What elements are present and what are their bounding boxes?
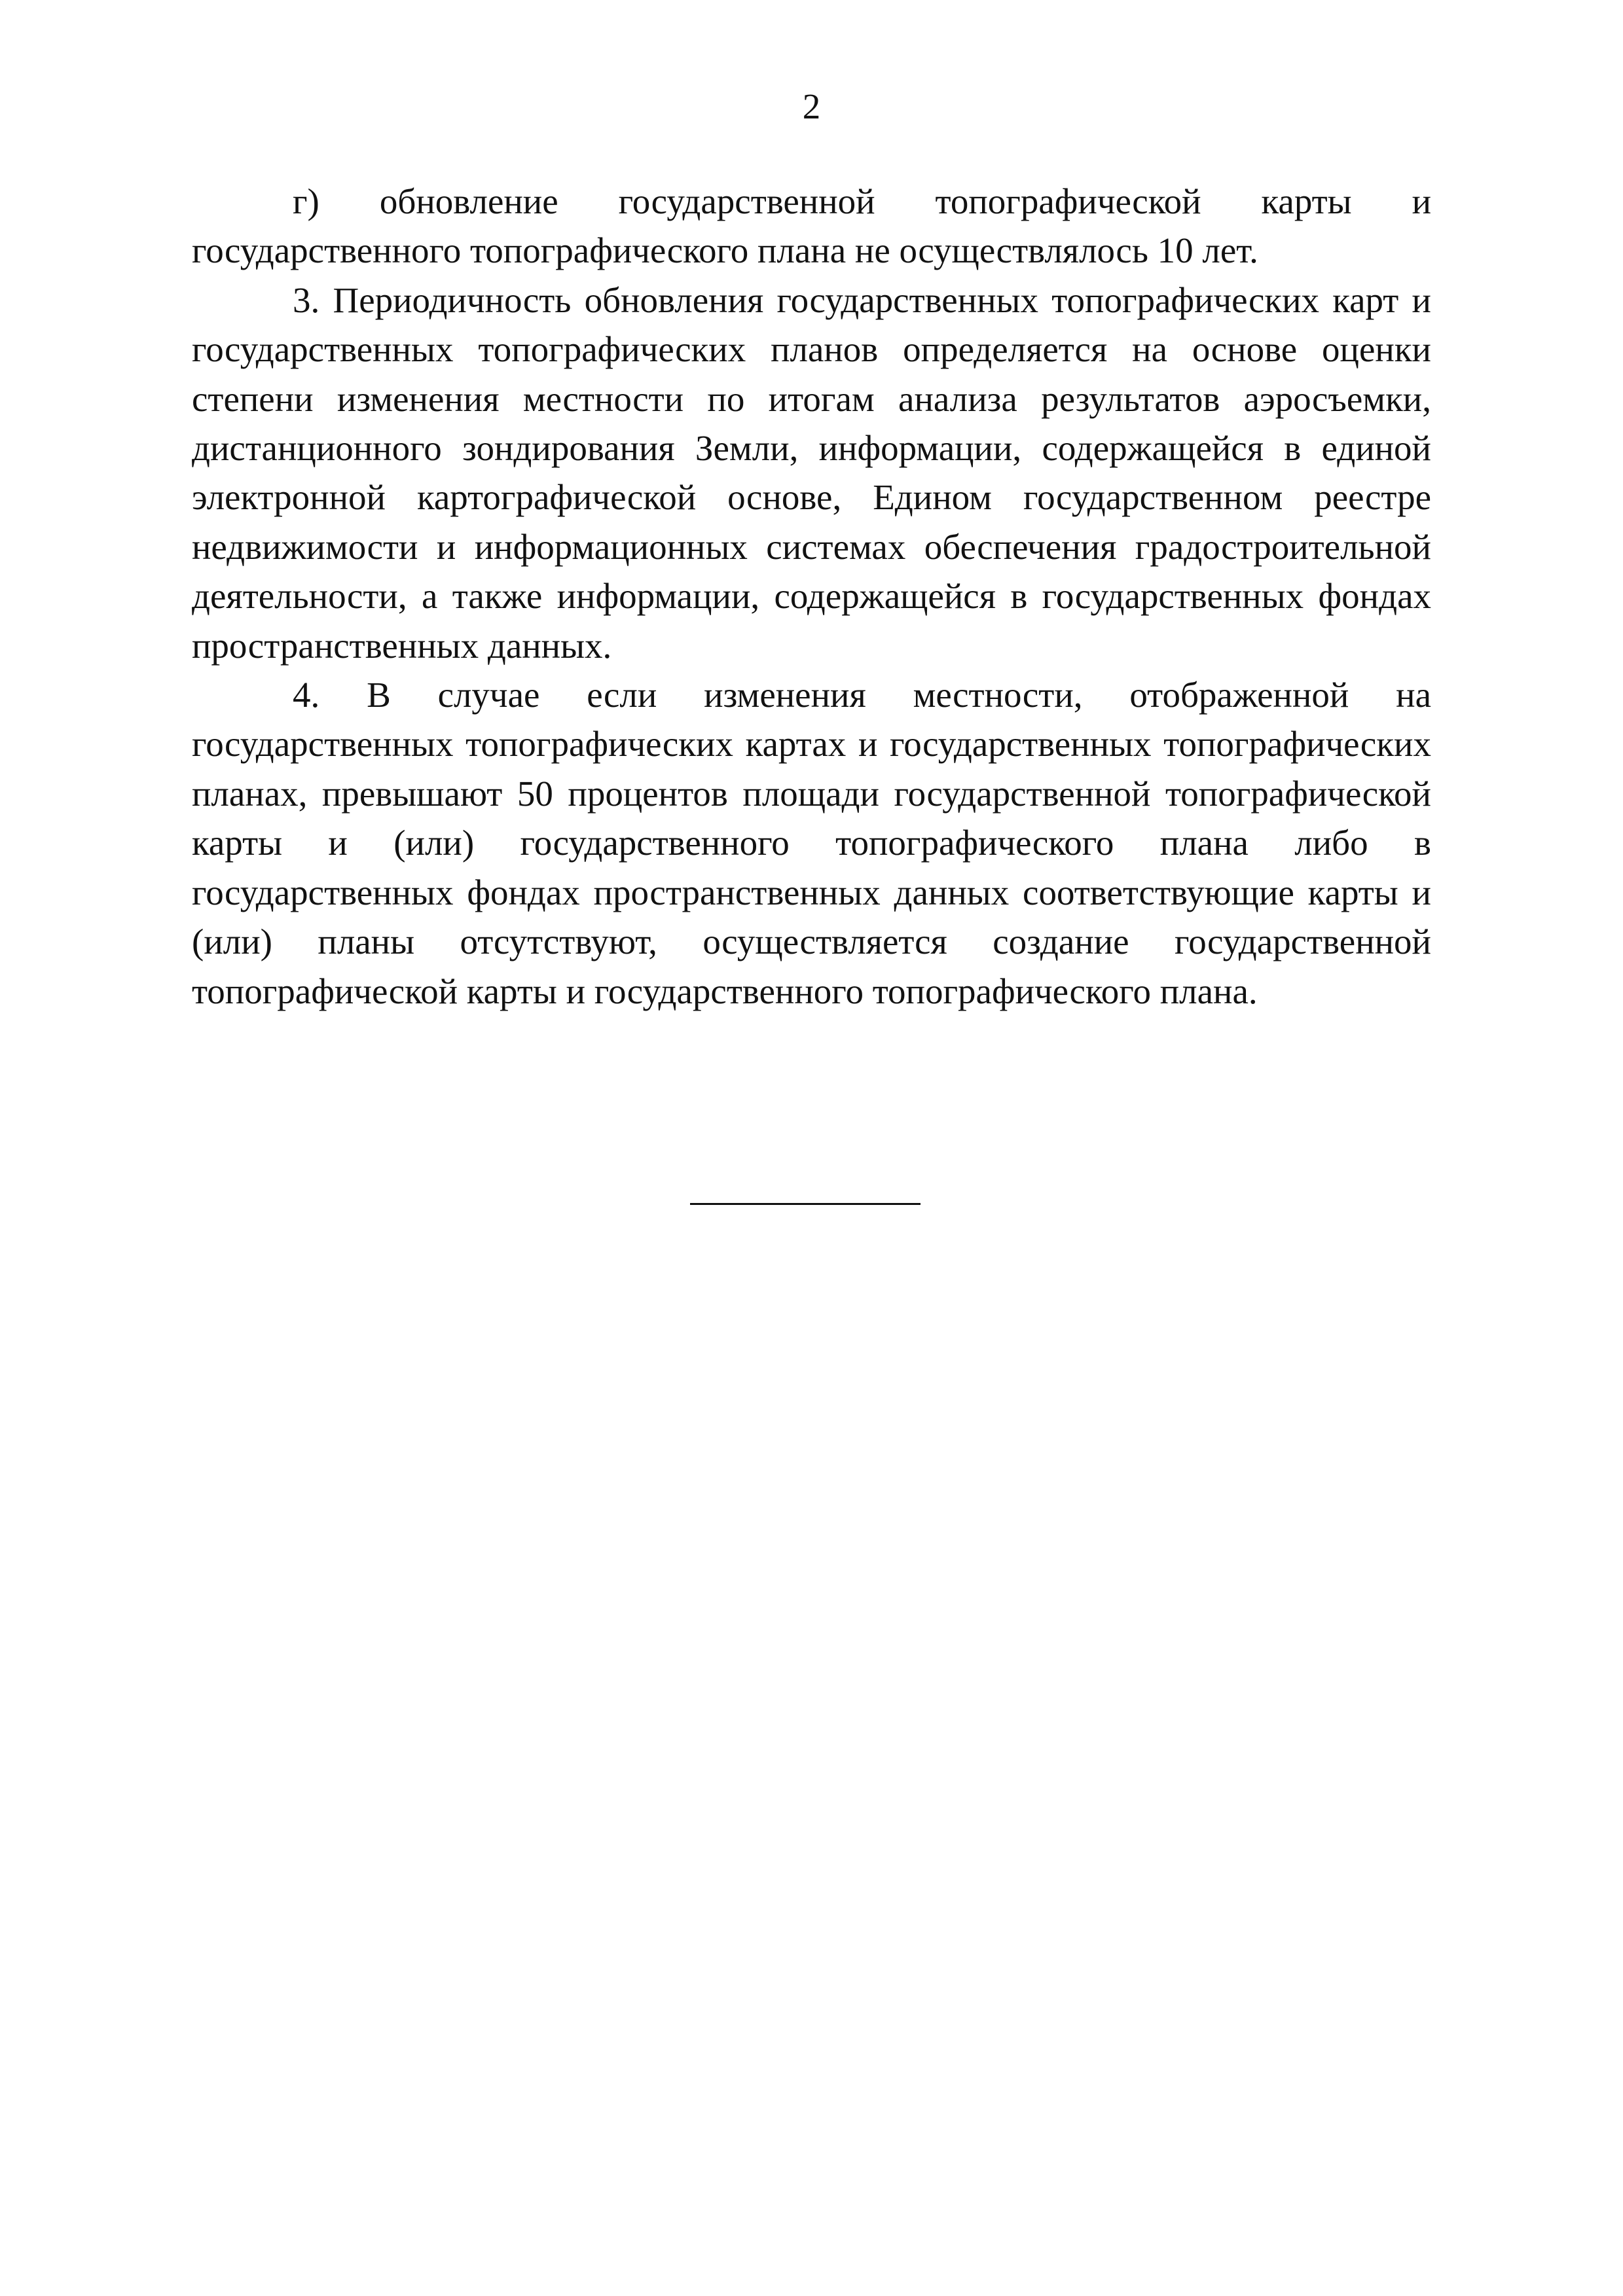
document-body	[192, 177, 1431, 1016]
paragraph-item-4: 4. В случае если изменения местности, отображенной на государственных топографических картах и государственных топографических планах, превышают 50 процентов площади государственной топографической карты и (или) государственного топографического плана либо в государственных фондах пространственных данных соответствующие карты и (или) планы отсутствуют, осуществляется создание государственной топографической карты и государственного топографического плана.	[192, 675, 1431, 1011]
paragraph-item-g: г) обновление государственной топографической карты и государственного топографического плана не осуществлялось 10 лет.	[192, 181, 1431, 271]
page-number: 2	[802, 86, 821, 126]
paragraph-item-3: 3. Периодичность обновления государственных топографических карт и государственных топографических планов определяется на основе оценки степени изменения местности по итогам анализа результатов аэросъемки, дистанционного зондирования Земли, информации, содержащейся в единой электронной картографической основе, Едином государственном реестре недвижимости и информационных системах обеспечения градостроительной деятельности, а также информации, содержащейся в государственных фондах пространственных данных.	[192, 279, 1431, 666]
end-of-text-divider	[690, 1203, 921, 1205]
